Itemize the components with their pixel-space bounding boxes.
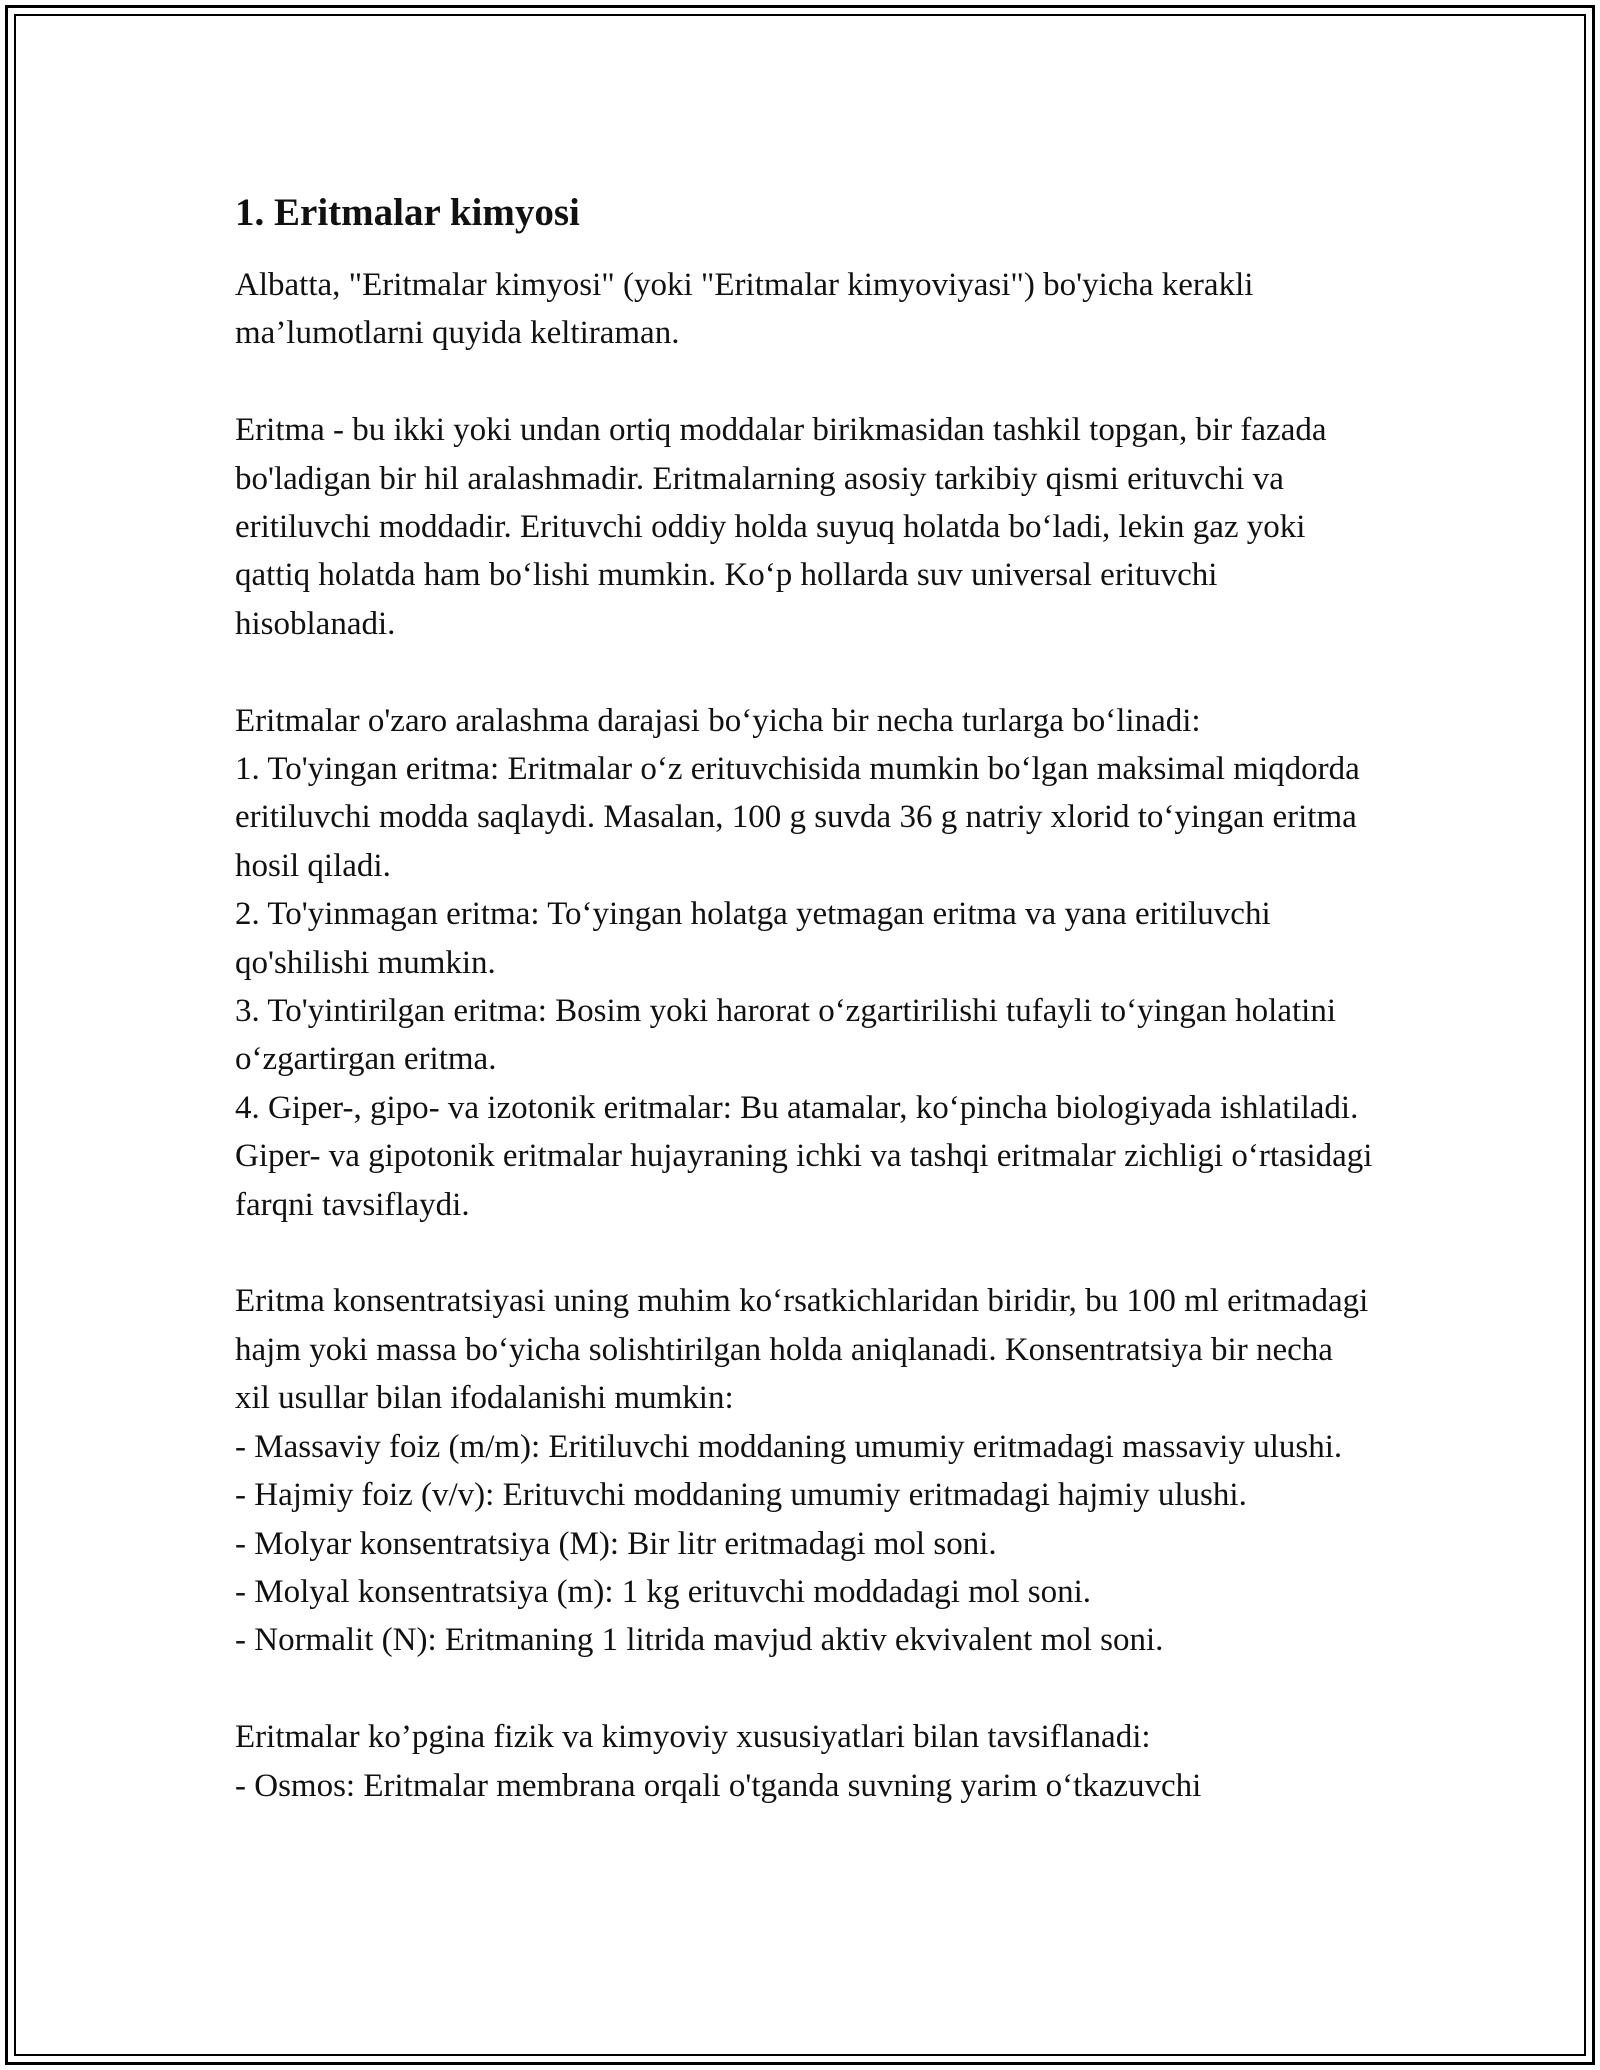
type-item-tonic: 4. Giper-, gipo- va izotonik eritmalar: Bu atamalar, ko‘pincha biologiyada ishlatiladi. Giper- va gipotonik eritmalar hujayraning ichki va tashqi eritmalar zichligi o‘rtasidagi farqni tavsiflaydi. (235, 1089, 1373, 1223)
type-item-saturated: 1. To'yingan eritma: Eritmalar o‘z erituvchisida mumkin bo‘lgan maksimal miqdorda eritiluvchi modda saqlaydi. Masalan, 100 g suvda 36 g natriy xlorid to‘yingan eritma hosil qiladi. (235, 751, 1360, 884)
paragraph-gap (235, 1665, 1375, 1713)
concentration-item-volume-percent: - Hajmiy foiz (v/v): Erituvchi moddaning umumiy eritmadagi hajmiy ulushi. (235, 1477, 1247, 1514)
concentration-item-molarity: - Molyar konsentratsiya (M): Bir litr eritmadagi mol soni. (235, 1525, 997, 1562)
concentration-item-normality: - Normalit (N): Eritmaning 1 litrida mavjud aktiv ekvivalent mol soni. (235, 1622, 1164, 1659)
properties-intro: Eritmalar ko’pgina fizik va kimyoviy xususiyatlari bilan tavsiflanadi: (235, 1719, 1151, 1756)
type-item-unsaturated: 2. To'yinmagan eritma: To‘yingan holatga yetmagan eritma va yana eritiluvchi qo'shilishi mumkin. (235, 896, 1271, 981)
types-intro-line: Eritmalar o'zaro aralashma darajasi bo‘yicha bir necha turlarga bo‘linadi: (235, 702, 1201, 739)
definition-paragraph: Eritma - bu ikki yoki undan ortiq moddalar birikmasidan tashkil topgan, bir fazada bo'ladigan bir hil aralashmadir. Eritmalarning asosiy tarkibiy qismi erituvchi va eritiluvchi moddadir. Erituvchi oddiy holda suyuq holatda bo‘ladi, lekin gaz yoki qattiq holatda ham bo‘lishi mumkin. Ko‘p hollarda suv universal erituvchi hisoblanadi. (235, 412, 1327, 642)
paragraph-gap (235, 1229, 1375, 1277)
concentration-item-mass-percent: - Massaviy foiz (m/m): Eritiluvchi moddaning umumiy eritmadagi massaviy ulushi. (235, 1428, 1343, 1465)
concentration-item-molality: - Molyal konsentratsiya (m): 1 kg erituvchi moddadagi mol soni. (235, 1573, 1092, 1610)
type-item-supersaturated: 3. To'yintirilgan eritma: Bosim yoki harorat o‘zgartirilishi tufayli to‘yingan holatini o‘zgartirgan eritma. (235, 993, 1336, 1078)
paragraph-gap (235, 648, 1375, 696)
intro-paragraph: Albatta, "Eritmalar kimyosi" (yoki "Eritmalar kimyoviyasi") bo'yicha kerakli ma’lumotlarni quyida keltiraman. (235, 267, 1254, 352)
document-body (235, 185, 1375, 1810)
paragraph-gap (235, 358, 1375, 406)
property-item-osmosis: - Osmos: Eritmalar membrana orqali o'tganda suvning yarim o‘tkazuvchi (235, 1767, 1202, 1804)
concentration-intro: Eritma konsentratsiyasi uning muhim ko‘rsatkichlaridan biridir, bu 100 ml eritmadagi hajm yoki massa bo‘yicha solishtirilgan holda aniqlanadi. Konsentratsiya bir necha xil usullar bilan ifodalanishi mumkin: (235, 1283, 1369, 1417)
document-title: 1. Eritmalar kimyosi (235, 191, 580, 234)
